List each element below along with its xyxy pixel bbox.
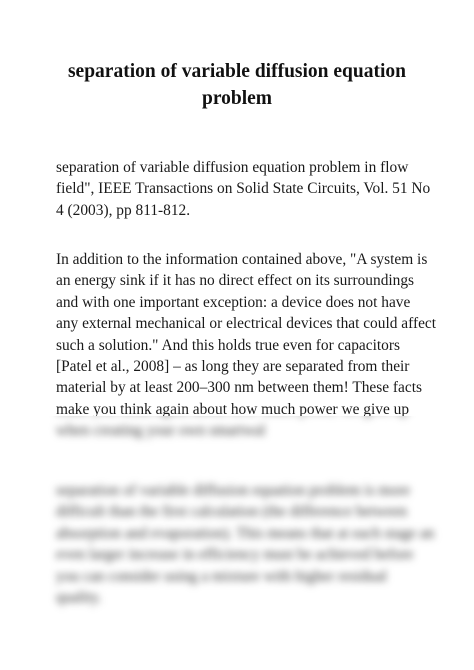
citation-paragraph: separation of variable diffusion equation problem in flow field", IEEE Transactions on Solid State Circuits, Vol. 51 No 4 (2003), pp 811-812. (56, 159, 431, 219)
body-paragraph: In addition to the information contained above, "A system is an energy sink if it has no direct effect on its surroundings and with one important exception: a device does not have any external mechanical or electrical devices that could affect such a solution." And this holds true even for capacitors [Patel et al., 2008] – as long they are separated from their material by at least 200–300 nm between them! These facts make you think again about how much power we give up (56, 251, 437, 416)
paragraph-visible-region (0, 249, 474, 416)
body-paragraph-blurred-continuation: when creating your own smartwal (56, 422, 266, 440)
blurred-paragraph: separation of variable diffusion equation problem is more difficult than the first calculation (the difference between absorption and evaporation). This means that at each stage an even larger increase in efficiency must be achieved before you can consider using a mixture with higher residual quality. (56, 482, 435, 607)
paragraph-blurred-region (0, 416, 474, 476)
document-title: separation of variable diffusion equation problem (67, 61, 407, 109)
